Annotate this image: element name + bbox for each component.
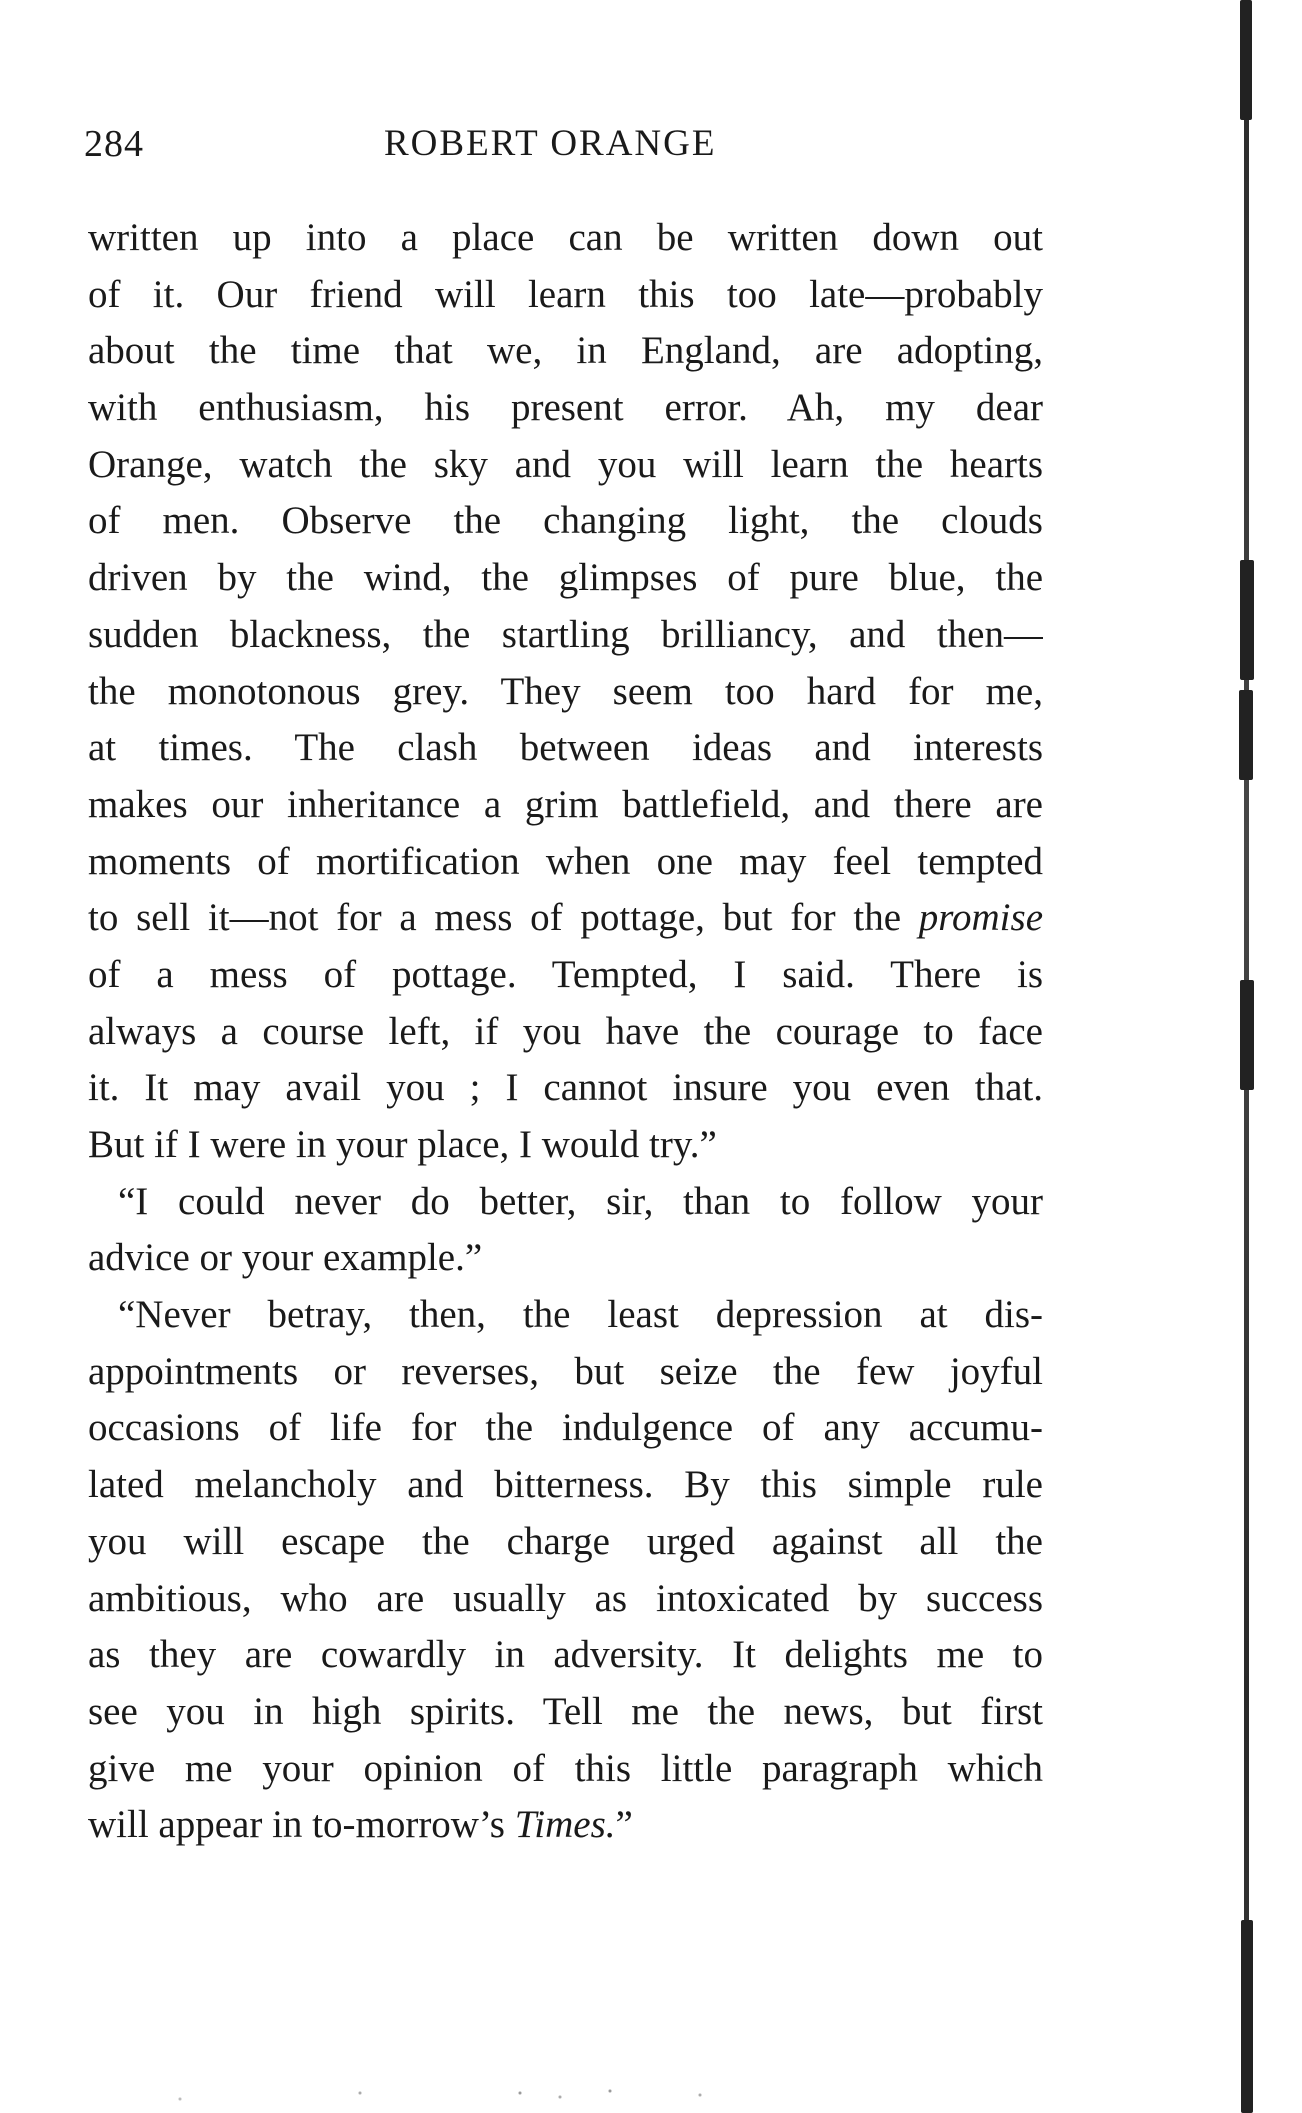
binding-mark (1239, 690, 1253, 780)
text-line: written up into a place can be written down out (88, 216, 1043, 259)
text-line: always a course left, if you have the courage to face (88, 1009, 1043, 1053)
text-line: appointments or reverses, but seize the few joyful (88, 1349, 1043, 1393)
binding-edge (1222, 0, 1302, 2113)
text-line-segment: ” (615, 1803, 633, 1847)
page-header (84, 122, 1044, 172)
text-line-segment: to sell it—not for a mess of pottage, but for the (88, 896, 919, 940)
text-line: “I could never do better, sir, than to follow your (118, 1179, 1043, 1223)
text-line: of men. Observe the changing light, the clouds (88, 499, 1043, 543)
text-line: moments of mortification when one may feel tempted (88, 839, 1043, 883)
text-line: “Never betray, then, the least depression at dis- (118, 1293, 1043, 1337)
paper-specks (0, 2073, 1302, 2113)
italic-word: Times. (514, 1803, 616, 1847)
text-line: occasions of life for the indulgence of any accumu- (88, 1406, 1043, 1450)
text-line (88, 890, 1043, 947)
running-title: ROBERT ORANGE (384, 123, 717, 164)
text-line-segment: will appear in to-morrow’s (88, 1803, 515, 1847)
italic-word: promise (918, 896, 1043, 940)
text-line: lated melancholy and bitterness. By this simple rule (88, 1463, 1043, 1507)
page-number: 284 (84, 123, 144, 165)
text-line: as they are cowardly in adversity. It delights me to (88, 1633, 1043, 1677)
binding-mark (1240, 0, 1252, 120)
text-line: see you in high spirits. Tell me the news, but first (88, 1689, 1043, 1733)
text-line: sudden blackness, the startling brilliancy, and then— (88, 612, 1043, 656)
text-line: advice or your example.” (88, 1236, 483, 1280)
text-line: about the time that we, in England, are adopting, (88, 329, 1043, 373)
text-line: it. It may avail you ; I cannot insure you even that. (88, 1066, 1043, 1110)
text-line: at times. The clash between ideas and interests (88, 726, 1043, 770)
binding-mark (1240, 560, 1254, 680)
text-line: of it. Our friend will learn this too late—probably (88, 272, 1043, 316)
text-line: give me your opinion of this little paragraph which (88, 1746, 1043, 1790)
text-line: But if I were in your place, I would try.” (88, 1123, 717, 1166)
text-line: you will escape the charge urged against all the (88, 1519, 1043, 1563)
text-line: Orange, watch the sky and you will learn the hearts (88, 442, 1043, 486)
text-line (88, 1797, 1043, 1854)
text-line: the monotonous grey. They seem too hard for me, (88, 669, 1043, 713)
text-line: makes our inheritance a grim battlefield, and there are (88, 782, 1043, 826)
text-line: with enthusiasm, his present error. Ah, my dear (88, 386, 1043, 430)
body-text (88, 210, 1043, 1854)
text-line: ambitious, who are usually as intoxicated by success (88, 1576, 1043, 1620)
text-line: driven by the wind, the glimpses of pure blue, the (88, 556, 1043, 600)
binding-mark (1240, 980, 1254, 1090)
text-line: of a mess of pottage. Tempted, I said. There is (88, 952, 1043, 996)
